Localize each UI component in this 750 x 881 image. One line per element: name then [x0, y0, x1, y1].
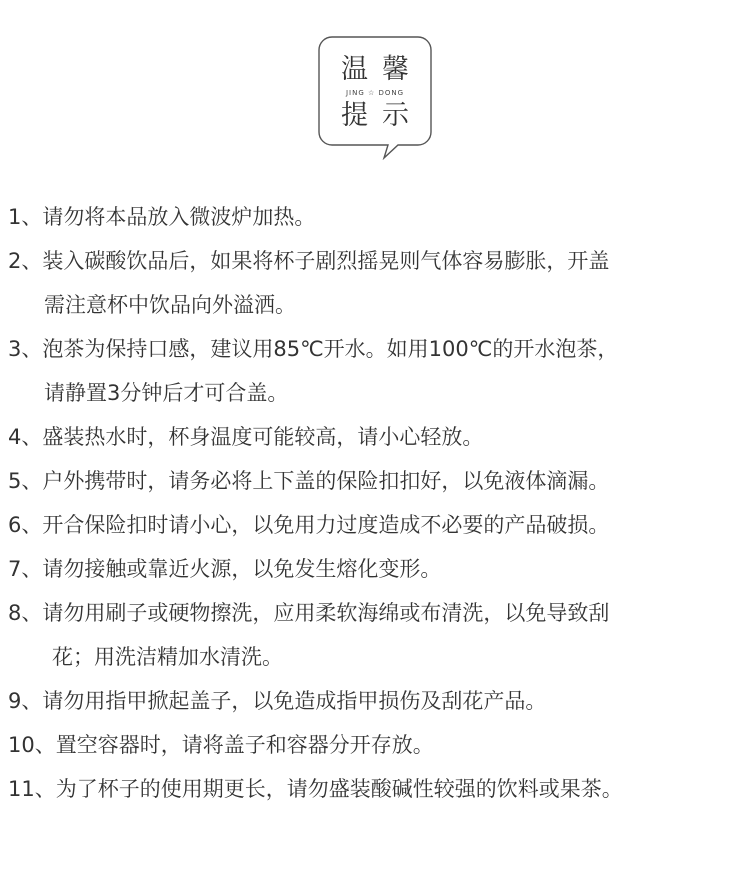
tip-item: [8, 679, 750, 723]
tip-item: [8, 195, 750, 239]
tip-continuation: 花；用洗洁精加水清洗。: [52, 645, 283, 669]
tip-continuation: 需注意杯中饮品向外溢洒。: [44, 293, 296, 317]
tip-item: [8, 767, 750, 811]
tips-list: [8, 195, 750, 811]
badge-title-top: 温馨: [341, 54, 423, 85]
tip-item: [8, 591, 750, 679]
tip-text: 5、户外携带时，请务必将上下盖的保险扣扣好，以免液体滴漏。: [8, 469, 610, 493]
tip-item: [8, 239, 750, 327]
tip-continuation: 请静置3分钟后才可合盖。: [44, 381, 289, 405]
tip-item: [8, 547, 750, 591]
warm-tips-badge: [318, 36, 432, 160]
tip-text: 3、泡茶为保持口感，建议用85℃开水。如用100℃的开水泡茶，: [8, 337, 619, 361]
tip-item: [8, 415, 750, 459]
tip-item: [8, 723, 750, 767]
tip-text: 11、为了杯子的使用期更长，请勿盛装酸碱性较强的饮料或果茶。: [8, 777, 623, 801]
tip-item: [8, 327, 750, 415]
tip-text: 4、盛装热水时，杯身温度可能较高，请小心轻放。: [8, 425, 484, 449]
tip-text: 10、置空容器时，请将盖子和容器分开存放。: [8, 733, 434, 757]
tip-text: 8、请勿用刷子或硬物擦洗，应用柔软海绵或布清洗，以免导致刮: [8, 601, 610, 625]
badge-title-bottom: 提示: [341, 100, 423, 131]
tip-item: [8, 503, 750, 547]
tip-text: 7、请勿接触或靠近火源，以免发生熔化变形。: [8, 557, 442, 581]
tip-text: 9、请勿用指甲掀起盖子，以免造成指甲损伤及刮花产品。: [8, 689, 547, 713]
tip-text: 2、装入碳酸饮品后，如果将杯子剧烈摇晃则气体容易膨胀，开盖: [8, 249, 610, 273]
tip-text: 1、请勿将本品放入微波炉加热。: [8, 205, 316, 229]
badge-subtitle: JING ☆ DONG: [345, 89, 405, 97]
tip-text: 6、开合保险扣时请小心，以免用力过度造成不必要的产品破损。: [8, 513, 610, 537]
tip-item: [8, 459, 750, 503]
